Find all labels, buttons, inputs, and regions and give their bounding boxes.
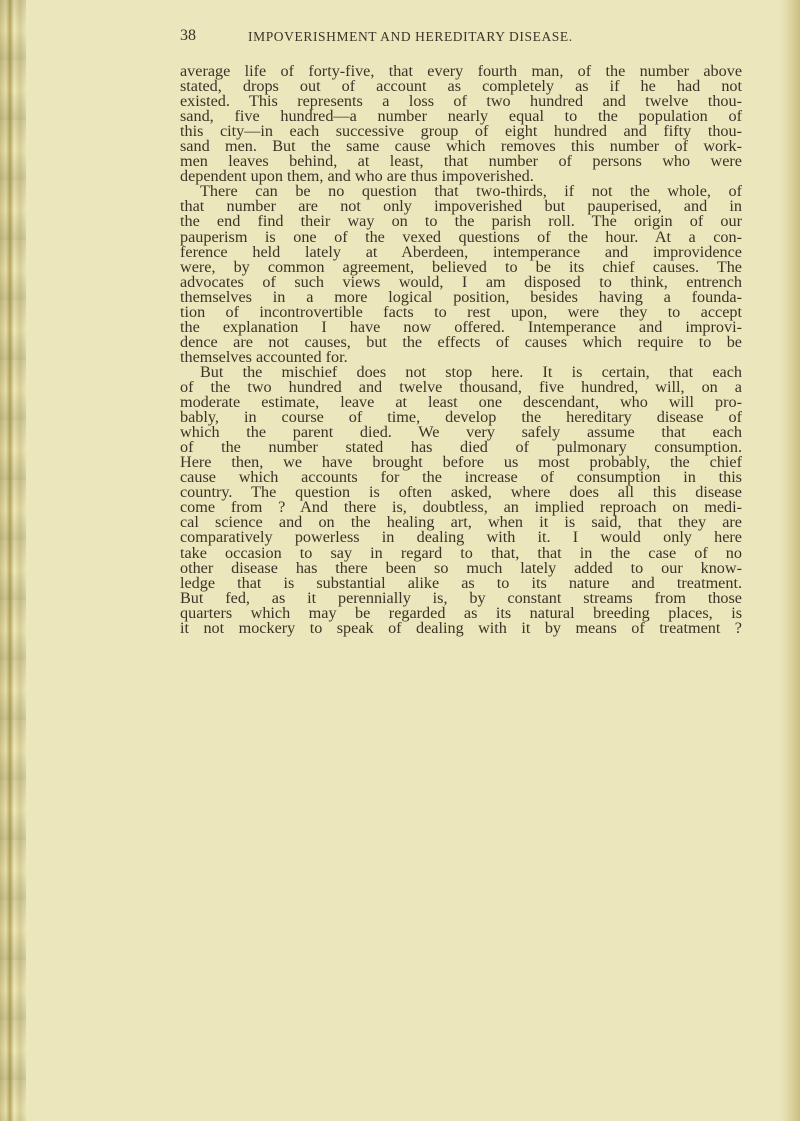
text-line: But fed, as it perennially is, by constant streams from those xyxy=(180,588,742,607)
text-line: pauperism is one of the vexed questions of the hour. At a con- xyxy=(180,227,742,246)
text-line: the end find their way on to the parish roll. The origin of our xyxy=(180,212,742,231)
text-line: cause which accounts for the increase of consumption in this xyxy=(180,468,742,487)
text-line: dence are not causes, but the effects of causes which require to be xyxy=(180,332,742,351)
text-line: moderate estimate, leave at least one descendant, who will pro- xyxy=(180,393,742,412)
text-line: country. The question is often asked, where does all this disease xyxy=(180,483,742,502)
text-line: men leaves behind, at least, that number of persons who were xyxy=(180,152,742,171)
text-line: ference held lately at Aberdeen, intemperance and improvidence xyxy=(180,242,742,261)
text-line: sand men. But the same cause which removes this number of work- xyxy=(180,137,742,156)
text-line: were, by common agreement, believed to be its chief causes. The xyxy=(180,257,742,276)
text-line: other disease has there been so much lately added to our know- xyxy=(180,558,742,577)
text-line: that number are not only impoverished but pauperised, and in xyxy=(180,197,742,216)
text-line: Here then, we have brought before us most probably, the chief xyxy=(180,453,742,472)
running-head: IMPOVERISHMENT AND HEREDITARY DISEASE. xyxy=(248,29,573,44)
text-line: cal science and on the healing art, when it is said, that they are xyxy=(180,513,742,532)
book-binding-edge xyxy=(0,0,26,1121)
text-line: comparatively powerless in dealing with it. I would only here xyxy=(180,528,742,547)
text-line: tion of incontrovertible facts to rest upon, were they to accept xyxy=(180,302,742,321)
text-line: of the number stated has died of pulmonary consumption. xyxy=(180,438,742,457)
text-line: this city—in each successive group of eight hundred and fifty thou- xyxy=(180,122,742,141)
text-line: average life of forty-five, that every fourth man, of the number above xyxy=(180,62,742,80)
text-line: bably, in course of time, develop the hereditary disease of xyxy=(180,408,742,427)
text-line: existed. This represents a loss of two hundred and twelve thou- xyxy=(180,92,742,111)
text-line: advocates of such views would, I am disposed to think, entrench xyxy=(180,272,742,291)
text-line: which the parent died. We very safely assume that each xyxy=(180,423,742,442)
text-line: There can be no question that two-thirds, if not the whole, of xyxy=(200,182,742,201)
text-line: come from ? And there is, doubtless, an implied reproach on medi- xyxy=(180,498,742,517)
body-text xyxy=(180,64,742,636)
text-line: stated, drops out of account as completely as if he had not xyxy=(180,77,742,96)
text-line: themselves in a more logical position, besides having a founda- xyxy=(180,287,742,306)
text-line: of the two hundred and twelve thousand, five hundred, will, on a xyxy=(180,377,742,396)
text-line: take occasion to say in regard to that, that in the case of no xyxy=(180,543,742,562)
page-header xyxy=(180,27,740,47)
text-line: it not mockery to speak of dealing with it by means of treatment ? xyxy=(180,618,742,637)
text-line: ledge that is substantial alike as to its nature and treatment. xyxy=(180,573,742,592)
text-line: quarters which may be regarded as its natural breeding places, is xyxy=(180,603,742,622)
text-line: themselves accounted for. xyxy=(180,347,348,366)
page-number: 38 xyxy=(180,27,196,44)
text-line: sand, five hundred—a number nearly equal to the population of xyxy=(180,107,742,126)
text-line: dependent upon them, and who are thus impoverished. xyxy=(180,167,534,186)
text-line: the explanation I have now offered. Intemperance and improvi- xyxy=(180,317,742,336)
text-line: But the mischief does not stop here. It is certain, that each xyxy=(200,362,742,381)
